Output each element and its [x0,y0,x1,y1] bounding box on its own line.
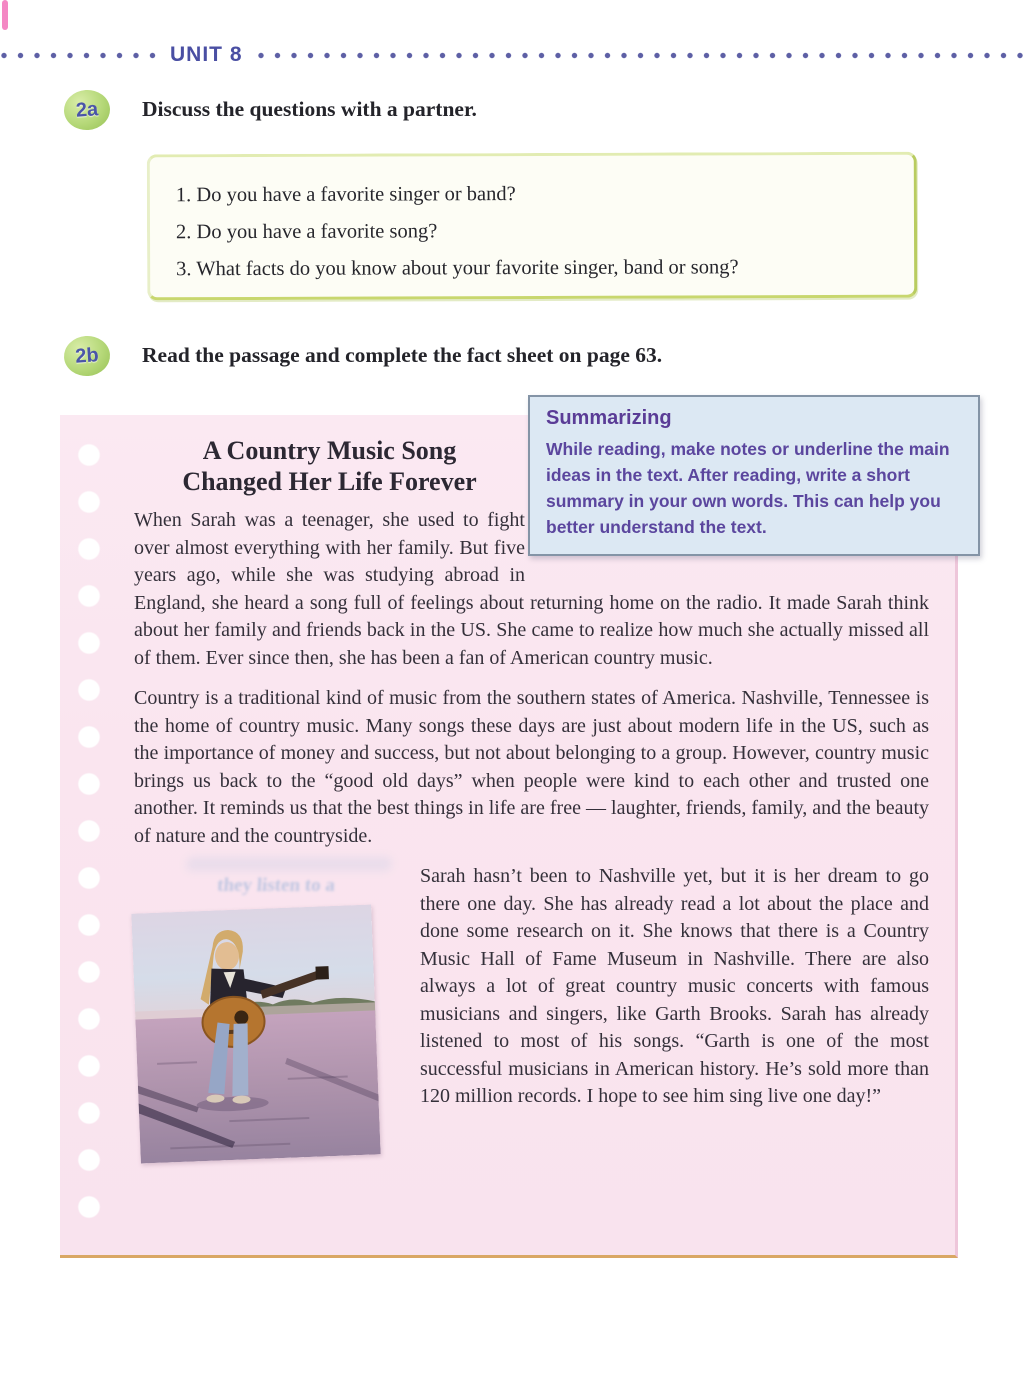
discussion-questions-box [147,152,918,301]
scan-corner-mark [2,0,8,30]
passage-paragraph-3: Sarah hasn’t been to Nashville yet, but it is her dream to go there one day. She has already read a lot about the place and done some research on it. She knows that there is a Country Music Hall of Fame Museum in Nashville. There are also always a lot of great country music concerts with famous musicians and singers, like Garth Brooks. Sarah has already listened to most of his songs. “Garth is one of the most successful musicians in American history. He’s sold more than 120 million records. I hope to see him sing live one day!” [420,865,929,1107]
passage-paragraph-2: Country is a traditional kind of music from the southern states of America. Nashville, Tennessee is the home of country music. Many songs these days are just about modern life in the US, such as the importance of money and success, but not about belonging to a group. However, country music brings us back to the “good old days” when people were kind to each other and trusted one another. It reminds us that the best things in life are free — laughter, friends, family, and the beauty of nature and the countryside. [134,687,929,847]
girl-with-guitar-photo [131,904,380,1163]
dotted-rule-left [0,51,158,60]
passage-title-line1: A Country Music Song [202,436,457,465]
summarizing-tip-box [528,395,980,556]
task-badge-2b: 2b [63,334,112,377]
question-item-2: 2. Do you have a favorite song? [175,220,438,244]
task-2b-instruction: Read the passage and complete the fact sheet on page 63. [142,343,663,367]
task-badge-2a: 2a [63,88,112,131]
ghost-bleed-text: they listen to a [161,875,391,897]
notebook-paper [60,407,958,1258]
question-item-3: 3. What facts do you know about your favorite singer, band or song? [176,256,739,281]
passage-paragraph-1: When Sarah was a teenager, she used to fight over almost everything with her family. But five years ago, while she was studying abroad in England, she heard a song full of feelings about returning home on the radio. It made Sarah think about her family and friends back in the US. She came to realize how much she actually missed all of them. Ever since then, she has been a fan of American country music. [134,509,929,669]
photo-block [134,863,394,1173]
tip-box-body: While reading, make notes or underline the main ideas in the text. After reading, write a short summary in your own words. This can help you better understand the text. [546,439,950,537]
passage-title-line2: Changed Her Life Forever [182,467,477,496]
task-2a [64,90,477,130]
tip-box-title: Summarizing [546,407,672,429]
question-item-1: 1. Do you have a favorite singer or band? [175,183,516,207]
dotted-rule-right [257,51,1024,60]
unit-label: UNIT 8 [170,43,243,66]
task-2a-instruction: Discuss the questions with a partner. [142,97,477,121]
unit-header [0,44,1024,66]
task-2b [64,336,662,376]
